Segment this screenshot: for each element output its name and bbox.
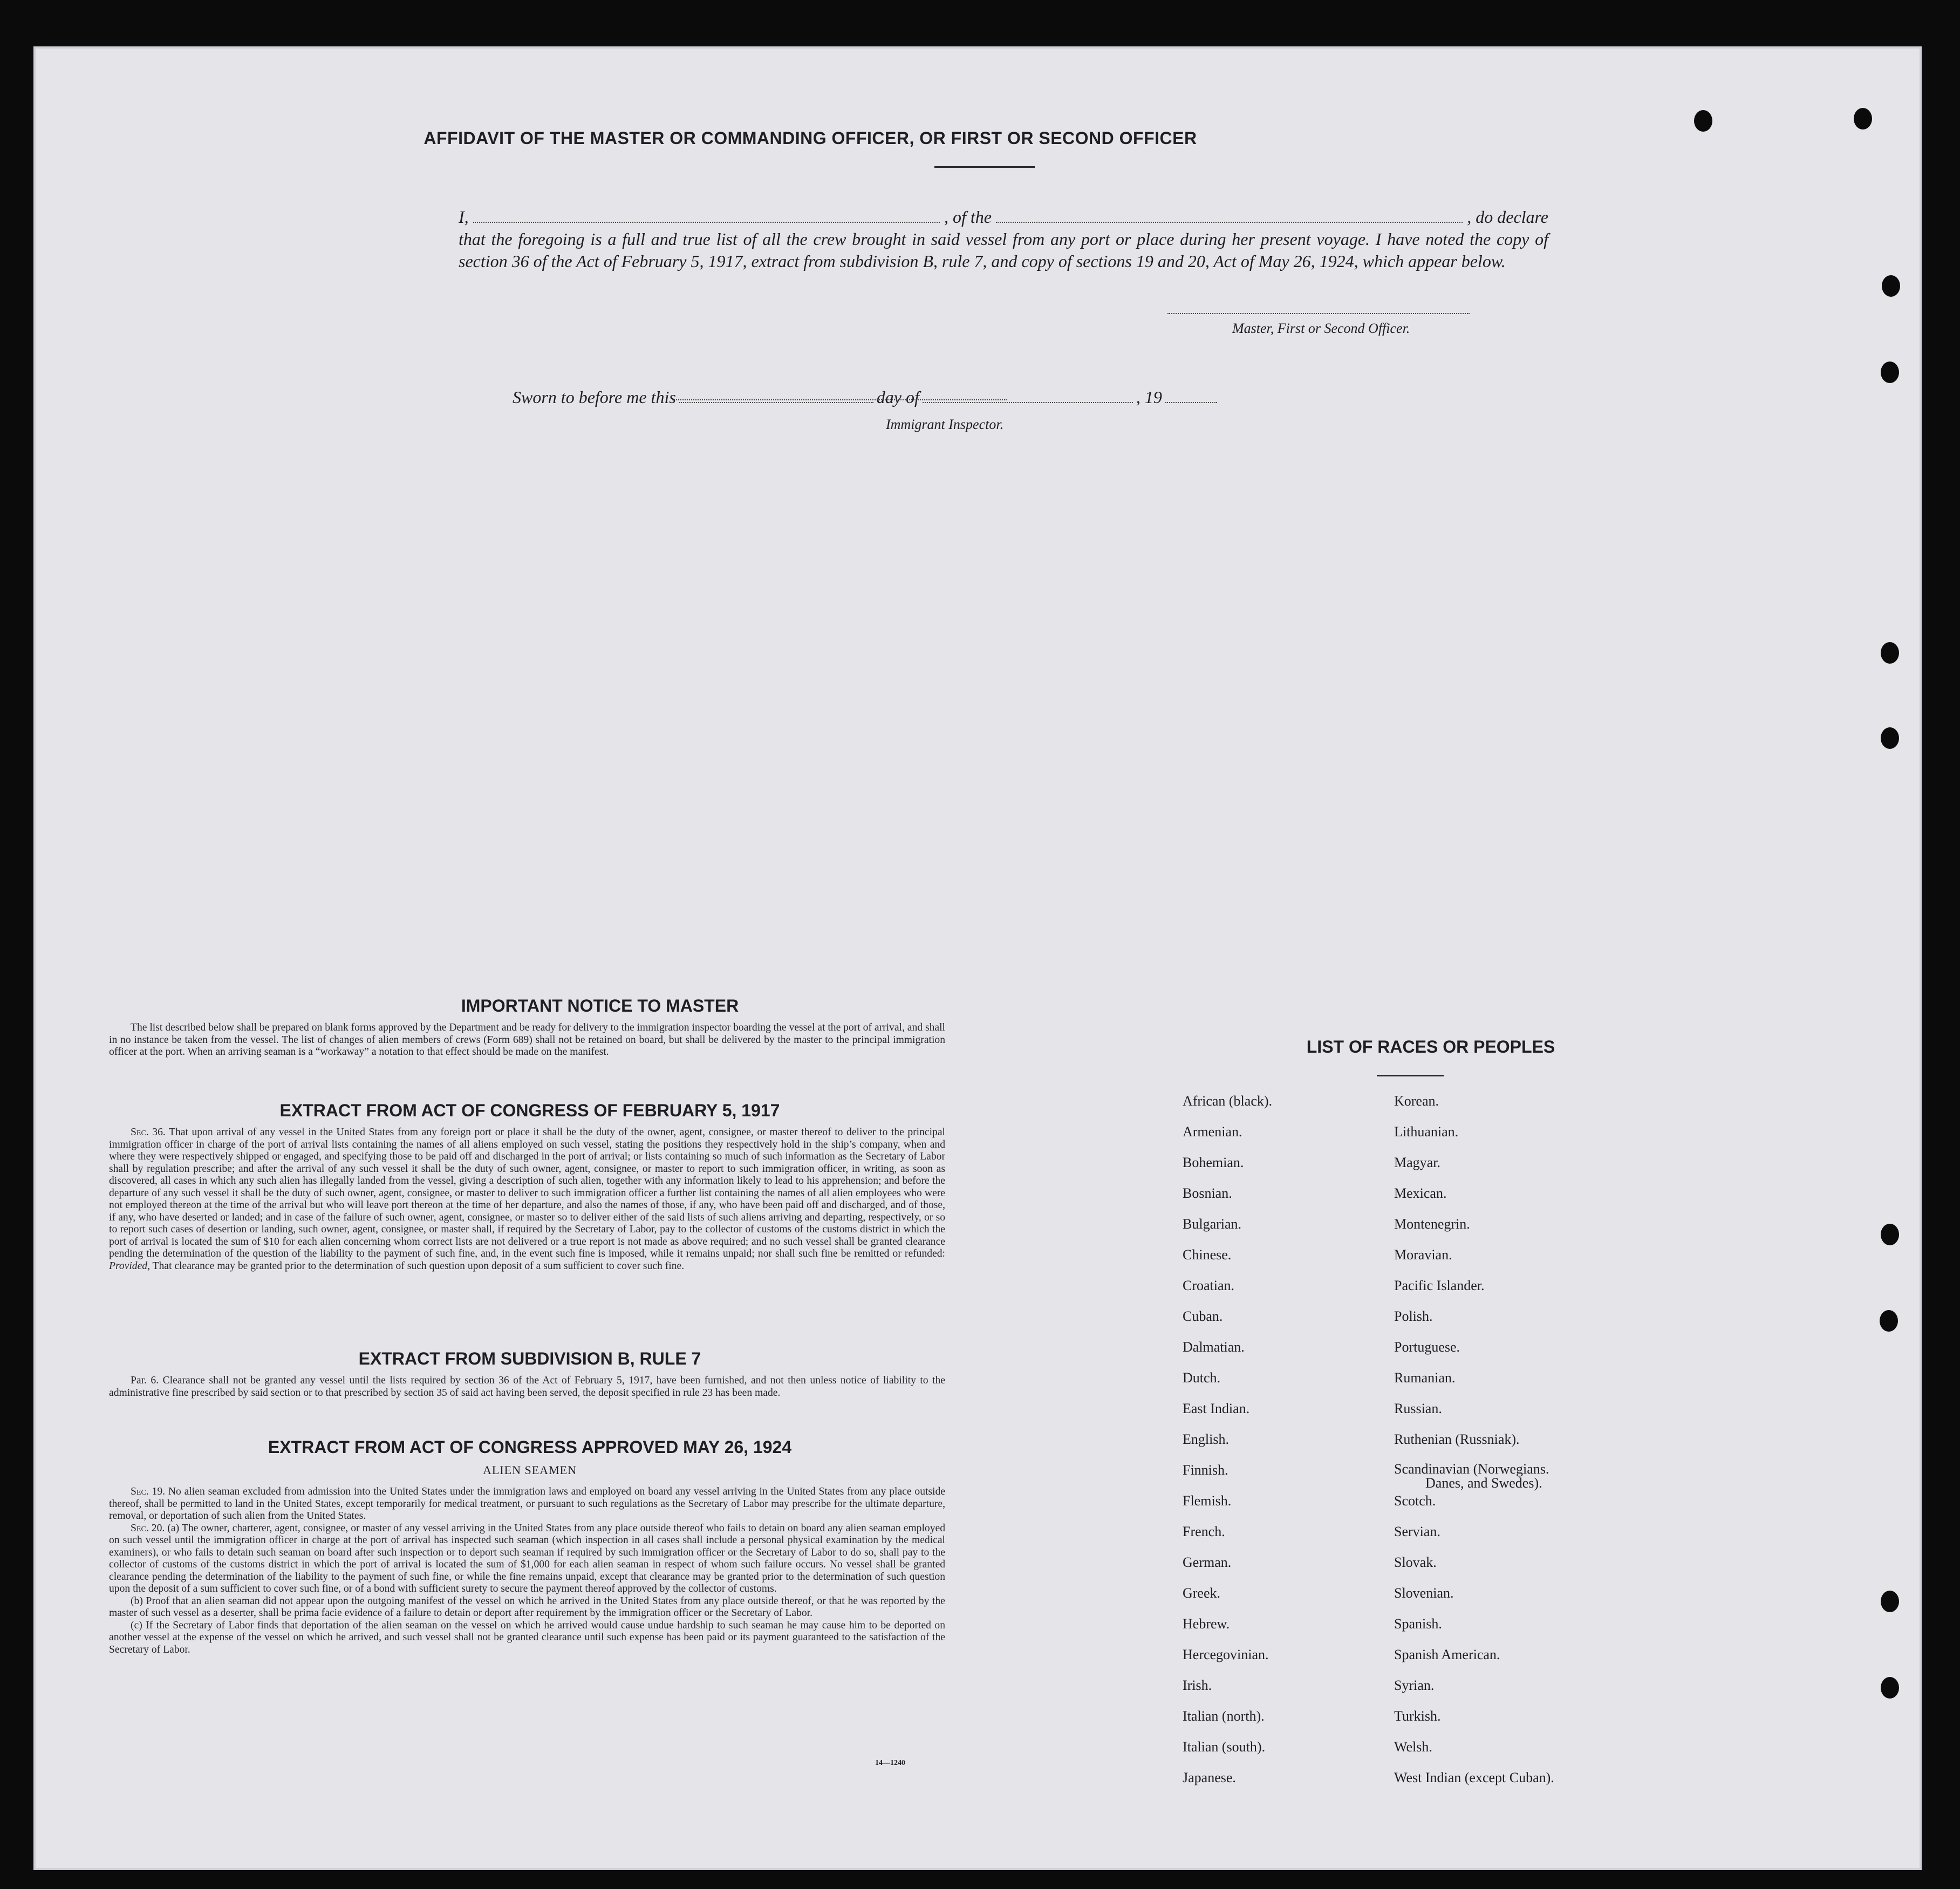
binder-hole bbox=[1880, 1310, 1898, 1332]
sec19-body: No alien seaman excluded from admission into the United States under the immigration laws and employed on board any vessel arriving in the United States from any place outside thereof, shall be permitted to land in the United States, except temporarily for medical treatment, or pursuant to such regulations as the Secretary of Labor may prescribe for the ultimate departure, removal, or deportation of such alien from the United States. bbox=[109, 1486, 945, 1522]
race-item: Finnish. bbox=[1183, 1462, 1228, 1478]
race-item: Scotch. bbox=[1394, 1493, 1436, 1509]
race-item: Pacific Islander. bbox=[1394, 1278, 1485, 1293]
race-item: Bulgarian. bbox=[1183, 1216, 1242, 1232]
race-item: Spanish. bbox=[1394, 1616, 1442, 1632]
sec20c-paragraph: (c) If the Secretary of Labor finds that deportation of the alien seaman on the vessel on which he arrived would cause undue hardship to such seaman he may cause him to be deported on another vessel at the expense of the vessel on which he arrived, and such vessel shall not be granted clearance until such expense has been paid or its payment guaranteed to the satisfaction of the Secretary of Labor. bbox=[109, 1619, 945, 1655]
sec36-paragraph bbox=[109, 1127, 945, 1272]
master-signature-line bbox=[1167, 313, 1470, 314]
race-item: Armenian. bbox=[1183, 1124, 1242, 1140]
alien-seamen-subtitle: ALIEN SEAMEN bbox=[483, 1463, 577, 1477]
i-label: I, bbox=[459, 207, 469, 227]
rule7-paragraph: Par. 6. Clearance shall not be granted any vessel until the lists required by section 36 of the Act of February 5, 1917, have been furnished, and not then unless notice of liability to the administrative fine prescribed by said section or to that prescribed by section 35 of said act having been served, the deposit specified in rule 23 has been made. bbox=[109, 1375, 945, 1399]
sec20-label: Sec. 20. bbox=[131, 1522, 165, 1534]
binder-hole bbox=[1854, 108, 1872, 129]
binder-hole bbox=[1881, 362, 1899, 383]
notice-paragraph: The list described below shall be prepared on blank forms approved by the Department and be ready for delivery to the immigration inspector boarding the vessel at the port of arrival, and shall in no instance be taken from the vessel. The list of changes of alien members of crews (Form 689) shall not be retained on board, but shall be delivered by the master to the principal immigration officer at the port. When an arriving seaman is a “workaway” a notation to that effect should be made on the manifest. bbox=[109, 1022, 945, 1058]
race-item: Russian. bbox=[1394, 1401, 1442, 1416]
do-declare-label: , do declare bbox=[1467, 207, 1548, 227]
race-item bbox=[1394, 1462, 1554, 1493]
race-item: Greek. bbox=[1183, 1585, 1221, 1601]
binder-hole bbox=[1881, 1224, 1899, 1245]
sec20a-paragraph bbox=[109, 1523, 945, 1595]
race-item: Irish. bbox=[1183, 1677, 1212, 1693]
sec20b-paragraph: (b) Proof that an alien seaman did not appear upon the outgoing manifest of the vessel on which he arrived in the United States from any place outside thereof, or that he was reported by the master of such vessel as a deserter, shall be prima facie evidence of a failure to detain or deport after requirement by the immigration officer or the Secretary of Labor. bbox=[109, 1595, 945, 1619]
extract-1924-title: EXTRACT FROM ACT OF CONGRESS APPROVED MAY 26, 1924 bbox=[268, 1437, 792, 1457]
binder-hole bbox=[1881, 727, 1899, 749]
race-item: Mexican. bbox=[1394, 1185, 1447, 1201]
race-item: Polish. bbox=[1394, 1308, 1433, 1324]
extract-rule7-text bbox=[109, 1375, 945, 1399]
day-of-label: day of bbox=[876, 387, 919, 407]
declaration-first-line bbox=[459, 206, 1548, 228]
race-item: Moravian. bbox=[1394, 1247, 1452, 1263]
binder-hole bbox=[1881, 642, 1899, 664]
sworn-prefix: Sworn to before me this bbox=[513, 387, 676, 407]
vessel-blank bbox=[996, 208, 1463, 223]
sec19-label: Sec. 19. bbox=[131, 1486, 166, 1497]
race-item: Slovenian. bbox=[1394, 1585, 1454, 1601]
race-item: German. bbox=[1183, 1554, 1232, 1570]
race-item: Welsh. bbox=[1394, 1739, 1432, 1755]
race-item: Hebrew. bbox=[1183, 1616, 1230, 1632]
race-item: Servian. bbox=[1394, 1524, 1440, 1539]
declaration-body: that the foregoing is a full and true list of all the crew brought in said vessel from any port or place during her present voyage. I have noted the copy of section 36 of the Act of February 5, 1917, extract from subdivision B, rule 7, and copy of sections 19 and 20, Act of May 26, 1924, which appear below. bbox=[459, 229, 1548, 271]
affidavit-title: AFFIDAVIT OF THE MASTER OR COMMANDING OFFICER, OR FIRST OR SECOND OFFICER bbox=[424, 128, 1197, 148]
of-the-label: , of the bbox=[944, 207, 992, 227]
race-item: Bohemian. bbox=[1183, 1155, 1244, 1170]
races-title: LIST OF RACES OR PEOPLES bbox=[1306, 1037, 1555, 1056]
inspector-signature-label: Immigrant Inspector. bbox=[886, 417, 1004, 432]
race-item: Korean. bbox=[1394, 1093, 1439, 1109]
race-item: Magyar. bbox=[1394, 1155, 1440, 1170]
race-item: Dutch. bbox=[1183, 1370, 1221, 1386]
races-rule bbox=[1377, 1075, 1444, 1076]
race-item: Chinese. bbox=[1183, 1247, 1232, 1263]
sworn-day-blank bbox=[679, 389, 873, 403]
race-item: Turkish. bbox=[1394, 1708, 1441, 1724]
race-item: French. bbox=[1183, 1524, 1225, 1539]
races-right-column bbox=[1394, 1093, 1554, 1801]
title-rule bbox=[934, 166, 1035, 168]
sworn-year-blank bbox=[1165, 389, 1217, 403]
notice-text bbox=[109, 1022, 945, 1059]
extract-1917-title: EXTRACT FROM ACT OF CONGRESS OF FEBRUARY 5, 1917 bbox=[279, 1101, 780, 1120]
sec36-body: That upon arrival of any vessel in the United States from any foreign port or place it shall be the duty of the owner, agent, consignee, or master thereof to deliver to the principal immigration officer in charge of the port of arrival lists containing the names of all aliens employed on such vessel, stating the positions they respectively hold in the ship’s company, when and where they were respectively shipped or engaged, and specifying those to be paid off and discharged in the port of arrival; or lists containing so much of such information as the Secretary of Labor shall by regulation prescribe; and after the arrival of any such vessel it shall be the duty of such owner, agent, consignee, or master to report to such immigration officer, in writing, as soon as discovered, all cases in which any such alien has illegally landed from the vessel, giving a description of such alien, together with any information likely to lead to his apprehension; and before the departure of any such vessel it shall be the duty of such owner, agent, consignee, or master to deliver to such immigration officer a further list containing the names of all alien employees who were not employed thereon at the time of the arrival but who will leave port thereon at the time of her departure, and also the names of those, if any, who have been paid off and discharged, and of those, if any, who have deserted or landed; and in case of the failure of such owner, agent, consignee, or master so to deliver either of the said lists of such aliens arriving and departing, respectively, or so to report such cases of desertion or landing, such owner, agent, consignee, or master shall, if required by the Secretary of Labor, pay to the collector of customs of the customs district in which the port of arrival is located the sum of $10 for each alien concerning whom correct lists are not delivered or a true report is not made as above required; and no such vessel shall be granted clearance pending the determination of the question of the liability to the payment of such fine, and, in the event such fine is imposed, while it remains unpaid; nor shall such fine be remitted or refunded: bbox=[109, 1127, 945, 1259]
year-prefix: , 19 bbox=[1136, 387, 1162, 407]
race-item: West Indian (except Cuban). bbox=[1394, 1770, 1554, 1785]
sec20a-body: (a) The owner, charterer, agent, consignee, or master of any vessel arriving in the United States from any place outside thereof who fails to detain on board any alien seaman employed on such vessel until the immigration officer in charge at the port of arrival has inspected such seaman (which inspection in all cases shall include a personal physical examination by the medical examiners), or who fails to detain such seaman on board after such inspection or to deport such seaman if required by such immigration officer or the Secretary of Labor to do so, shall pay to the collector of customs of the customs district in which the port of arrival is located the sum of $1,000 for each alien seaman in respect of whom such failure occurs. No vessel shall be granted clearance pending the determination of the liability to the payment of such fine, or while the fine remains unpaid, except that clearance may be granted prior to the determination of such question upon the deposit of a sum sufficient to cover such fine, or of a bond with sufficient surety to secure the payment thereof approved by the collector of customs. bbox=[109, 1522, 945, 1594]
sec19-paragraph bbox=[109, 1486, 945, 1523]
race-item: Flemish. bbox=[1183, 1493, 1232, 1509]
race-item: Hercegovinian. bbox=[1183, 1647, 1269, 1662]
race-item: Ruthenian (Russniak). bbox=[1394, 1431, 1520, 1447]
form-number: 14—1240 bbox=[875, 1759, 905, 1767]
race-item: Lithuanian. bbox=[1394, 1124, 1459, 1140]
race-item: Slovak. bbox=[1394, 1554, 1437, 1570]
race-item: Bosnian. bbox=[1183, 1185, 1232, 1201]
extract-1924-text bbox=[109, 1486, 945, 1656]
binder-hole bbox=[1881, 1677, 1899, 1699]
inspector-signature-line bbox=[672, 399, 1007, 400]
race-item: Spanish American. bbox=[1394, 1647, 1500, 1662]
provided-label: Provided, bbox=[109, 1260, 150, 1272]
extract-1917-text bbox=[109, 1127, 945, 1272]
sec36-label: Sec. 36. bbox=[131, 1127, 166, 1138]
notice-title: IMPORTANT NOTICE TO MASTER bbox=[461, 996, 739, 1015]
binder-hole bbox=[1881, 1591, 1899, 1612]
name-blank bbox=[473, 208, 940, 223]
race-item: Italian (north). bbox=[1183, 1708, 1265, 1724]
race-item: Italian (south). bbox=[1183, 1739, 1266, 1755]
extract-rule7-title: EXTRACT FROM SUBDIVISION B, RULE 7 bbox=[358, 1349, 701, 1368]
race-item: English. bbox=[1183, 1431, 1229, 1447]
race-item: Croatian. bbox=[1183, 1278, 1235, 1293]
race-item: Dalmatian. bbox=[1183, 1339, 1245, 1355]
race-item: Syrian. bbox=[1394, 1677, 1435, 1693]
provided-body: That clearance may be granted prior to the determination of such question upon deposit of a sum sufficient to cover such fine. bbox=[152, 1260, 685, 1272]
race-item: Montenegrin. bbox=[1394, 1216, 1470, 1232]
race-item: Cuban. bbox=[1183, 1308, 1223, 1324]
sworn-month-blank bbox=[923, 389, 1133, 403]
race-item-continuation: Danes, and Swedes). bbox=[1425, 1475, 1542, 1491]
race-item: East Indian. bbox=[1183, 1401, 1250, 1416]
document-page bbox=[33, 46, 1922, 1870]
master-signature-label: Master, First or Second Officer. bbox=[1232, 320, 1410, 336]
race-item-line: Scandinavian (Norwegians. bbox=[1394, 1461, 1549, 1477]
race-item: Rumanian. bbox=[1394, 1370, 1456, 1386]
races-left-column bbox=[1183, 1093, 1272, 1801]
binder-hole bbox=[1694, 110, 1712, 132]
sworn-line bbox=[513, 387, 1220, 407]
race-item: Japanese. bbox=[1183, 1770, 1236, 1785]
race-item: African (black). bbox=[1183, 1093, 1273, 1109]
binder-hole bbox=[1882, 275, 1900, 297]
declaration-block bbox=[459, 206, 1548, 272]
race-item: Portuguese. bbox=[1394, 1339, 1460, 1355]
